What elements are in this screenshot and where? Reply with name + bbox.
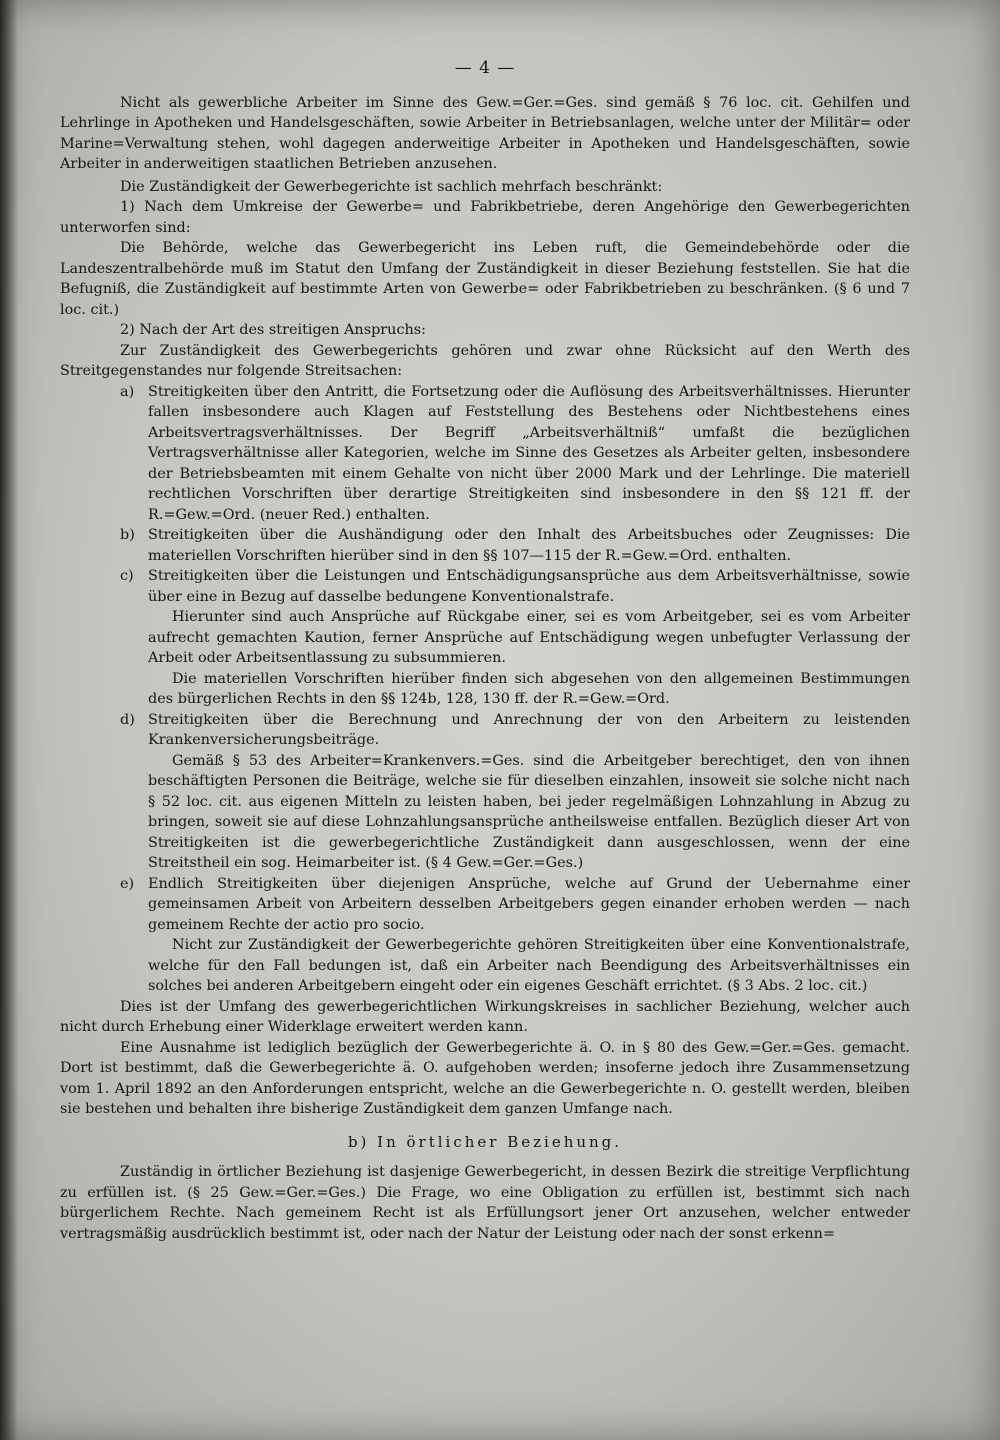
list-label-e: e) [120, 875, 135, 892]
paragraph-nicht-gewerbliche: Nicht als gewerbliche Arbeiter im Sinne des Gew.=Ger.=Ges. sind gemäß § 76 loc. cit. Gehilfen und Lehrlinge in Apotheken und Handelsgeschäften, sowie Arbeiter in Betriebsanlagen, welche unter der Militär= oder Marine=Verwaltung stehen, wohl dagegen anderweitige Arbeiter in Apotheken und Handelsgeschäften, sowie Arbeiter in anderweitigen staatlichen Betrieben anzusehen. [60, 94, 910, 172]
list-e-subparagraph-1: Nicht zur Zuständigkeit der Gewerbegerichte gehören Streitigkeiten über eine Konventionalstrafe, welche für den Fall bedungen ist, daß ein Arbeiter nach Beendigung des Arbeitsverhältnisses ein solches bei anderen Arbeitgebern eingeht oder ein eigenes Geschäft errichtet. (§ 3 Abs. 2 loc. cit.) [148, 937, 910, 994]
list-text-a: Streitigkeiten über den Antritt, die Fortsetzung oder die Auflösung des Arbeitsverhältnisses. Hierunter fallen insbesondere auch Klagen auf Feststellung des Bestehens oder Nichtbestehens eines Arbeitsvertragsverhältnisses. Der Begriff „Arbeitsverhältniß“ umfaßt die bezüglichen Vertragsverhältnisse aller Kategorien, welche im Sinne des Gesetzes als Arbeiter gelten, insbesondere der Betriebsbeamten mit einem Gehalte von nicht über 2000 Mark und der Lehrlinge. Die materiell rechtlichen Vorschriften über derartige Streitigkeiten sind insbesondere in den §§ 121 ff. der R.=Gew.=Ord. (neuer Red.) enthalten. [148, 383, 910, 523]
list-item-a [60, 382, 910, 526]
list-item-d [60, 710, 910, 751]
paragraph-umfang: Dies ist der Umfang des gewerbegerichtlichen Wirkungskreises in sachlicher Beziehung, welcher auch nicht durch Erhebung einer Widerklage erweitert werden kann. [60, 998, 910, 1035]
list-text-c: Streitigkeiten über die Leistungen und Entschädigungsansprüche aus dem Arbeitsverhältnisse, sowie über eine in Bezug auf dasselbe bedungene Konventionalstrafe. [148, 568, 910, 605]
list-text-e: Endlich Streitigkeiten über diejenigen Ansprüche, welche auf Grund der Uebernahme einer gemeinsamen Arbeit von Arbeitern desselben Arbeitgebers gegen einander erhoben werden — nach gemeinem Rechte der actio pro socio. [148, 875, 910, 933]
list-text-d: Streitigkeiten über die Berechnung und Anrechnung der von den Arbeitern zu leistenden Krankenversicherungsbeiträge. [148, 711, 910, 748]
list-item-c [60, 566, 910, 607]
list-item-e [60, 874, 910, 936]
list-label-d: d) [120, 711, 135, 728]
list-c-subparagraph-1: Hierunter sind auch Ansprüche auf Rückgabe einer, sei es vom Arbeitgeber, sei es vom Arbeiter aufrecht gemachten Kaution, ferner Ansprüche auf Entschädigung wegen unbefugter Verlassung der Arbeit oder Arbeitsentlassung zu subsummieren. [148, 609, 910, 666]
list-c-subparagraph-2: Die materiellen Vorschriften hierüber finden sich abgesehen von den allgemeinen Bestimmungen des bürgerlichen Rechts in den §§ 124b, 128, 130 ff. der R.=Gew.=Ord. [148, 670, 910, 707]
paragraph-behoerde: Die Behörde, welche das Gewerbegericht ins Leben ruft, die Gemeindebehörde oder die Landeszentralbehörde muß im Statut den Umfang der Zuständigkeit in dieser Beziehung feststellen. Sie hat die Befugniß, die Zuständigkeit auf bestimmte Arten von Gewerbe= oder Fabrikbetrieben zu beschränken. (§ 6 und 7 loc. cit.) [60, 240, 910, 318]
page-content [60, 58, 910, 1244]
paragraph-oertlich: Zuständig in örtlicher Beziehung ist dasjenige Gewerbegericht, in dessen Bezirk die streitige Verpflichtung zu erfüllen ist. (§ 25 Gew.=Ger.=Ges.) Die Frage, wo eine Obligation zu erfüllen ist, bestimmt sich nach bürgerlichem Rechte. Nach gemeinem Recht ist als Erfüllungsort jener Ort anzusehen, welcher entweder vertragsmäßig ausdrücklich bestimmt ist, oder nach der Natur der Leistung oder nach der sonst erkenn= [60, 1164, 910, 1242]
section-heading-oertlich: b) In örtlicher Beziehung. [347, 1132, 623, 1151]
list-label-a: a) [120, 383, 135, 400]
list-text-b: Streitigkeiten über die Aushändigung oder den Inhalt des Arbeitsbuches oder Zeugnisses: Die materiellen Vorschriften hierüber sind in den §§ 107—115 der R.=Gew.=Ord. enthalten. [148, 527, 910, 564]
list-label-c: c) [120, 568, 134, 584]
paragraph-zustaendigkeit-intro: Die Zuständigkeit der Gewerbegerichte ist sachlich mehrfach beschränkt: [120, 178, 663, 195]
list-item-b [60, 525, 910, 566]
paragraph-ausnahme: Eine Ausnahme ist lediglich bezüglich der Gewerbegerichte ä. O. in § 80 des Gew.=Ger.=Ges. gemacht. Dort ist bestimmt, daß die Gewerbegerichte ä. O. aufgehoben werden; insoferne jedoch ihre Zusammensetzung vom 1. April 1892 an den Anforderungen entspricht, welche an die Gewerbegerichte n. O. gestellt werden, bleiben sie bestehen und behalten ihre bisherige Zuständigkeit dem ganzen Umfange nach. [60, 1039, 910, 1117]
list-label-b: b) [120, 527, 135, 543]
paragraph-umkreise: 1) Nach dem Umkreise der Gewerbe= und Fabrikbetriebe, deren Angehörige den Gewerbegerichten unterworfen sind: [60, 199, 910, 236]
page-number: — 4 — [454, 58, 516, 78]
list-d-subparagraph-1: Gemäß § 53 des Arbeiter=Krankenvers.=Ges. sind die Arbeitgeber berechtiget, den von ihnen beschäftigten Personen die Beiträge, welche sie für dieselben einzahlen, insoweit sie solche nicht nach § 52 loc. cit. aus eigenen Mitteln zu leisten haben, bei jeder regelmäßigen Lohnzahlung in Abzug zu bringen, soweit sie auf diese Lohnzahlungsansprüche antheilsweise entfallen. Bezüglich dieser Art von Streitigkeiten ist die gewerbegerichtliche Zuständigkeit dann ausgeschlossen, wenn der eine Streitstheil ein sog. Heimarbeiter ist. (§ 4 Gew.=Ger.=Ges.) [148, 752, 910, 871]
paragraph-art-anspruchs: 2) Nach der Art des streitigen Anspruchs: [120, 322, 427, 338]
paragraph-streitsachen-intro: Zur Zuständigkeit des Gewerbegerichts gehören und zwar ohne Rücksicht auf den Werth des Streitgegenstandes nur folgende Streitsachen: [60, 342, 910, 379]
